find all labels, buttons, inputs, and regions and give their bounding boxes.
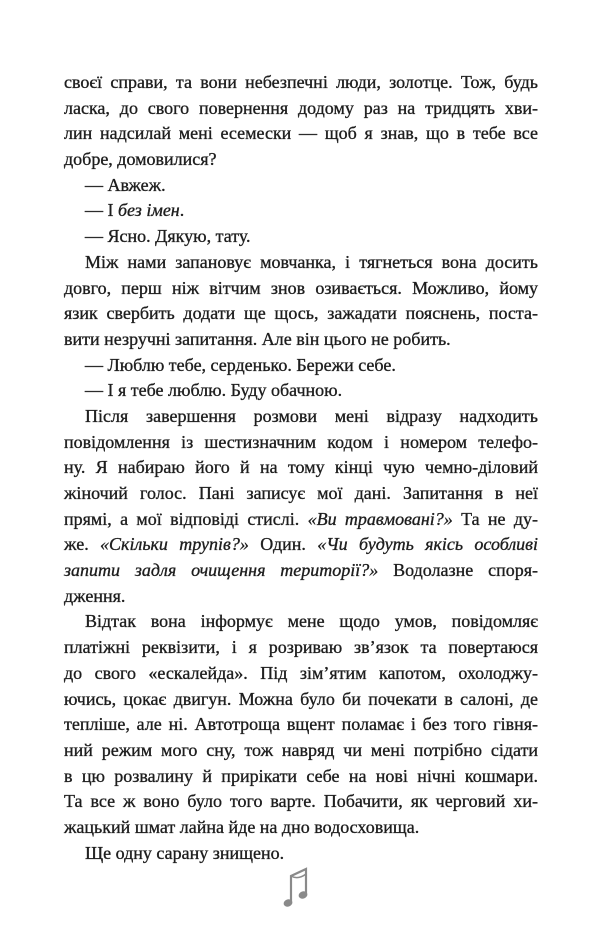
text-line — [64, 173, 538, 199]
text-segment: Та все ж воно було того варте. Побачити, як черговий хи- — [64, 791, 538, 812]
text-segment: Між нами запановує мовчанка, і тягнеться вона досить — [85, 251, 538, 272]
book-page-text — [64, 70, 538, 866]
text-segment: ласка, до свого повернення додому раз на тридцять хви- — [64, 97, 538, 118]
text-line — [64, 558, 538, 584]
text-line — [64, 661, 538, 687]
text-segment: лин надсилай мені есемески — щоб я знав, що в тебе все — [64, 123, 538, 144]
italic-text: «Скільки трупів?» — [100, 534, 249, 555]
text-line — [64, 70, 538, 96]
text-line — [64, 250, 538, 276]
text-line — [64, 327, 538, 353]
text-line — [64, 635, 538, 661]
text-segment: же. — [64, 534, 101, 555]
text-segment: Відтак вона інформує мене щодо умов, повідомляє — [85, 611, 538, 632]
text-line — [64, 609, 538, 635]
text-line — [64, 738, 538, 764]
text-line — [64, 841, 538, 867]
text-segment: Один. — [248, 534, 318, 555]
text-segment: ний режим мого сну, тож навряд чи мені потрібно сідати — [64, 739, 538, 760]
text-line — [64, 481, 538, 507]
italic-text: без імен — [118, 200, 180, 221]
italic-text: «Чи будуть якісь особливі — [317, 534, 538, 555]
text-line — [64, 404, 538, 430]
text-segment: повідомлення із шестизначним кодом і номером телефо- — [64, 431, 538, 452]
text-segment: — Ясно. Дякую, тату. — [85, 226, 251, 247]
text-segment: . — [179, 200, 185, 221]
text-segment: жацький шмат лайна йде на дно водосховища. — [64, 816, 420, 837]
text-segment: Та не ду- — [452, 508, 538, 529]
text-segment: — Люблю тебе, серденько. Бережи себе. — [85, 354, 396, 375]
text-segment: — І — [85, 200, 118, 221]
text-line — [64, 507, 538, 533]
text-line — [64, 353, 538, 379]
italic-text: запити задля очищення території?» — [64, 560, 379, 581]
text-segment: Після завершення розмови мені відразу надходить — [85, 405, 538, 426]
text-segment: Водолазне споря- — [378, 560, 538, 581]
text-segment: — І я тебе люблю. Буду обачною. — [85, 380, 343, 401]
text-segment: добре, домовилися? — [64, 149, 217, 170]
text-line — [64, 147, 538, 173]
text-segment: ну. Я набираю його й на тому кінці чую чемно-діловий — [64, 457, 538, 478]
text-line — [64, 430, 538, 456]
text-segment: платіжні реквізити, і я розриваю зв’язок та повертаюся — [64, 637, 538, 658]
text-line — [64, 276, 538, 302]
text-line — [64, 224, 538, 250]
text-line — [64, 198, 538, 224]
text-segment: своєї справи, та вони небезпечні люди, золотце. Тож, будь — [64, 72, 538, 92]
text-segment: язик свербить додати ще щось, зажадати пояснень, поста- — [64, 303, 538, 324]
text-segment: ючись, цокає двигун. Можна було би почекати в салоні, де — [64, 688, 538, 709]
text-segment: тепліше, але ні. Автотроща вщент поламає і без того гівня- — [64, 714, 538, 735]
text-line — [64, 378, 538, 404]
text-line — [64, 121, 538, 147]
text-line — [64, 301, 538, 327]
text-line — [64, 815, 538, 841]
text-line — [64, 789, 538, 815]
text-segment: до свого «ескалейда». Під зім’ятим капотом, охолоджу- — [64, 662, 538, 683]
text-segment: в цю розвалину й прирікати себе на нові нічні кошмари. — [64, 765, 538, 786]
text-line — [64, 584, 538, 610]
italic-text: «Ви травмовані?» — [307, 508, 453, 529]
text-line — [64, 455, 538, 481]
text-segment: довго, перш ніж вітчим знов озивається. Можливо, йому — [64, 277, 538, 298]
text-segment: вити незручні запитання. Але він цього не робить. — [64, 328, 451, 349]
text-line — [64, 687, 538, 713]
text-line — [64, 712, 538, 738]
text-segment: прямі, а мої відповіді стислі. — [64, 508, 308, 529]
text-line — [64, 764, 538, 790]
music-note-icon — [282, 866, 312, 910]
text-line — [64, 96, 538, 122]
text-segment: Ще одну сарану знищено. — [85, 842, 285, 863]
text-segment: — Авжеж. — [85, 174, 166, 195]
text-line — [64, 532, 538, 558]
text-segment: жіночий голос. Пані записує мої дані. Запитання в неї — [64, 483, 538, 503]
text-segment: дження. — [64, 585, 126, 606]
